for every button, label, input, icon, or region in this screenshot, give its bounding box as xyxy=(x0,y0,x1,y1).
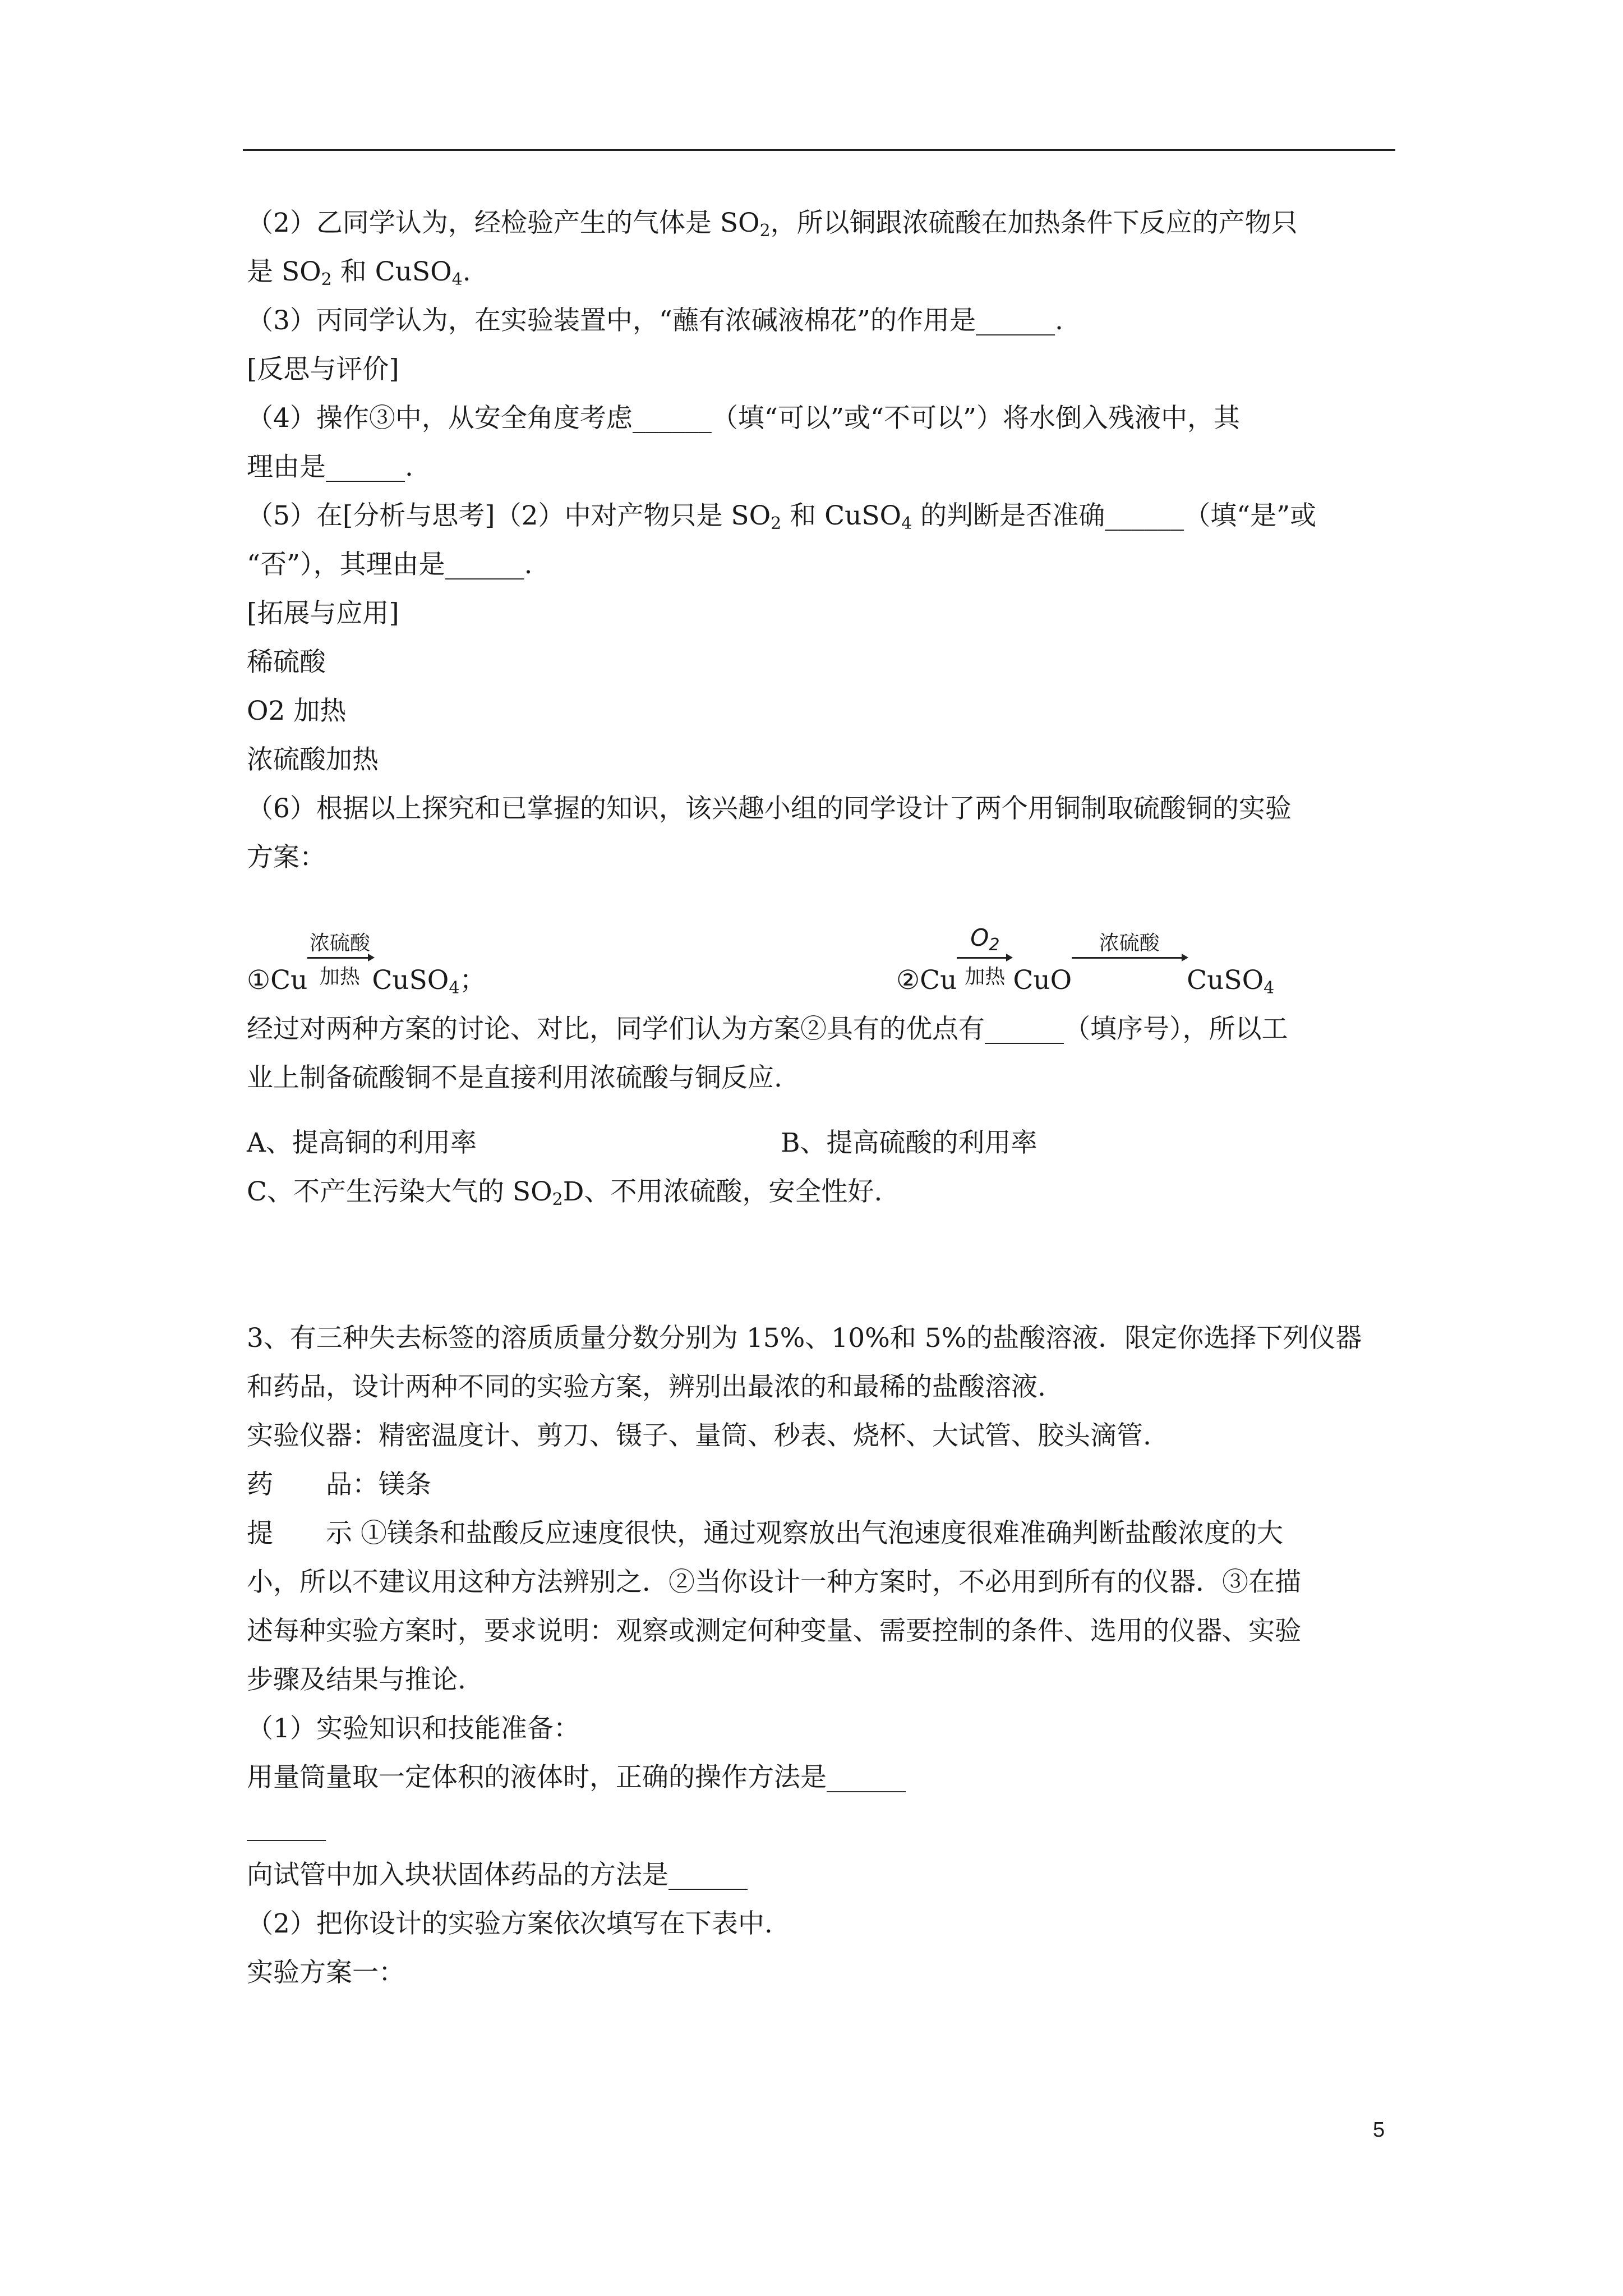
text-line: 稀硫酸 xyxy=(247,647,326,678)
text-line: 和药品，设计两种不同的实验方案，辨别出最浓的和最稀的盐酸溶液. xyxy=(247,1372,1046,1402)
subscript: 4 xyxy=(901,514,912,533)
subscript: 2 xyxy=(771,514,782,533)
option-b: B、提高硫酸的利用率 xyxy=(781,1128,1038,1158)
scheme-2-arrow-2 xyxy=(1072,932,1187,997)
text-line xyxy=(247,499,1316,533)
scheme-1-suffix: ； xyxy=(459,965,486,996)
text-line: “否”），其理由是______. xyxy=(247,549,533,580)
option-a: A、提高铜的利用率 xyxy=(247,1128,477,1158)
text-line xyxy=(247,1175,882,1209)
subscript: 2 xyxy=(321,270,332,289)
oxygen-symbol: O xyxy=(970,924,989,951)
text-line: 提 示 ①镁条和盐酸反应速度很快，通过观察放出气泡速度很难准确判断盐酸浓度的大 xyxy=(247,1518,1283,1549)
text-line: （4）操作③中，从安全角度考虑______（填“可以”或“不可以”）将水倒入残液中，其 xyxy=(247,403,1241,434)
text-segment: （2）乙同学认为，经检验产生的气体是 SO xyxy=(247,208,760,238)
text-line: 浓硫酸加热 xyxy=(247,744,379,775)
arrow-icon xyxy=(307,957,369,959)
text-line: 药 品：镁条 xyxy=(247,1469,431,1500)
text-line xyxy=(247,255,471,289)
text-line: 方案： xyxy=(247,842,326,873)
text-line: 实验仪器：精密温度计、剪刀、镊子、量筒、秒表、烧杯、大试管、胶头滴管. xyxy=(247,1420,1151,1451)
text-line: 向试管中加入块状固体药品的方法是______ xyxy=(247,1860,748,1890)
scheme-1-arrow xyxy=(307,932,372,997)
text-segment: C、不产生污染大气的 SO xyxy=(247,1176,552,1207)
text-line: 小，所以不建议用这种方法辨别之．②当你设计一种方案时，不必用到所有的仪器．③在描 xyxy=(247,1567,1301,1598)
text-line: 步骤及结果与推论. xyxy=(247,1664,466,1695)
scheme-2-intermediate: CuO xyxy=(1013,965,1072,996)
text-line xyxy=(247,206,1298,240)
text-segment: （5）在[分析与思考]（2）中对产物只是 SO xyxy=(247,500,771,531)
page-number: 5 xyxy=(1373,2118,1385,2142)
scheme-1-reactant: ①Cu xyxy=(247,965,308,996)
text-line: [拓展与应用] xyxy=(247,598,399,629)
text-line: 述每种实验方案时，要求说明：观察或测定何种变量、需要控制的条件、选用的仪器、实验 xyxy=(247,1616,1301,1646)
text-segment: 是 SO xyxy=(247,256,321,287)
text-segment: 和 CuSO xyxy=(781,500,902,531)
text-line: （3）丙同学认为，在实验装置中，“蘸有浓碱液棉花”的作用是______. xyxy=(247,305,1063,336)
text-line: 用量筒量取一定体积的液体时，正确的操作方法是______ xyxy=(247,1762,906,1793)
text-line: 3、有三种失去标签的溶质质量分数分别为 15%、10%和 5%的盐酸溶液．限定你选择下列仪器 xyxy=(247,1323,1362,1354)
text-line: 理由是______. xyxy=(247,452,413,482)
scheme-2-arrow-1-bottom-label: 加热 xyxy=(965,965,1006,988)
text-segment: ，所以铜跟浓硫酸在加热条件下反应的产物只 xyxy=(770,208,1298,238)
arrow-icon xyxy=(1072,957,1183,959)
scheme-1-equation xyxy=(247,932,486,998)
scheme-1-product-subscript: 4 xyxy=(449,978,460,998)
scheme-2-equation xyxy=(896,924,1275,998)
subscript: 4 xyxy=(451,270,463,289)
text-line: 实验方案一： xyxy=(247,1957,405,1988)
subscript: 2 xyxy=(759,221,771,241)
text-line: （2）把你设计的实验方案依次填写在下表中. xyxy=(247,1908,773,1939)
scheme-2-product: CuSO xyxy=(1187,965,1264,996)
text-line: ______ xyxy=(247,1811,326,1842)
arrow-icon xyxy=(957,957,1007,959)
scheme-1-arrow-bottom-label: 加热 xyxy=(319,965,360,988)
scheme-1-arrow-top-label: 浓硫酸 xyxy=(309,932,370,955)
header-rule xyxy=(243,149,1395,151)
subscript: 2 xyxy=(552,1190,563,1209)
scheme-2-arrow-1-top-label xyxy=(957,921,1013,955)
text-segment: . xyxy=(462,256,471,287)
text-segment: D、不用浓硫酸，安全性好. xyxy=(562,1176,883,1207)
scheme-1-product: CuSO xyxy=(372,965,449,996)
scheme-2-arrow-1 xyxy=(957,924,1013,997)
oxygen-subscript: 2 xyxy=(989,935,1000,955)
text-line: （1）实验知识和技能准备： xyxy=(247,1713,580,1744)
text-line: [反思与评价] xyxy=(247,354,399,385)
text-line: （6）根据以上探究和已掌握的知识，该兴趣小组的同学设计了两个用铜制取硫酸铜的实验 xyxy=(247,793,1292,824)
scheme-2-arrow-2-top-label: 浓硫酸 xyxy=(1099,932,1160,955)
scheme-2-product-subscript: 4 xyxy=(1264,978,1275,998)
text-segment: 和 CuSO xyxy=(331,256,452,287)
text-line: 经过对两种方案的讨论、对比，同学们认为方案②具有的优点有______（填序号），所以工 xyxy=(247,1014,1288,1045)
text-segment: 的判断是否准确______（填“是”或 xyxy=(912,500,1317,531)
text-line: 业上制备硫酸铜不是直接利用浓硫酸与铜反应. xyxy=(247,1062,782,1093)
text-line: O2 加热 xyxy=(247,696,347,726)
scheme-2-reactant: ②Cu xyxy=(896,965,957,996)
